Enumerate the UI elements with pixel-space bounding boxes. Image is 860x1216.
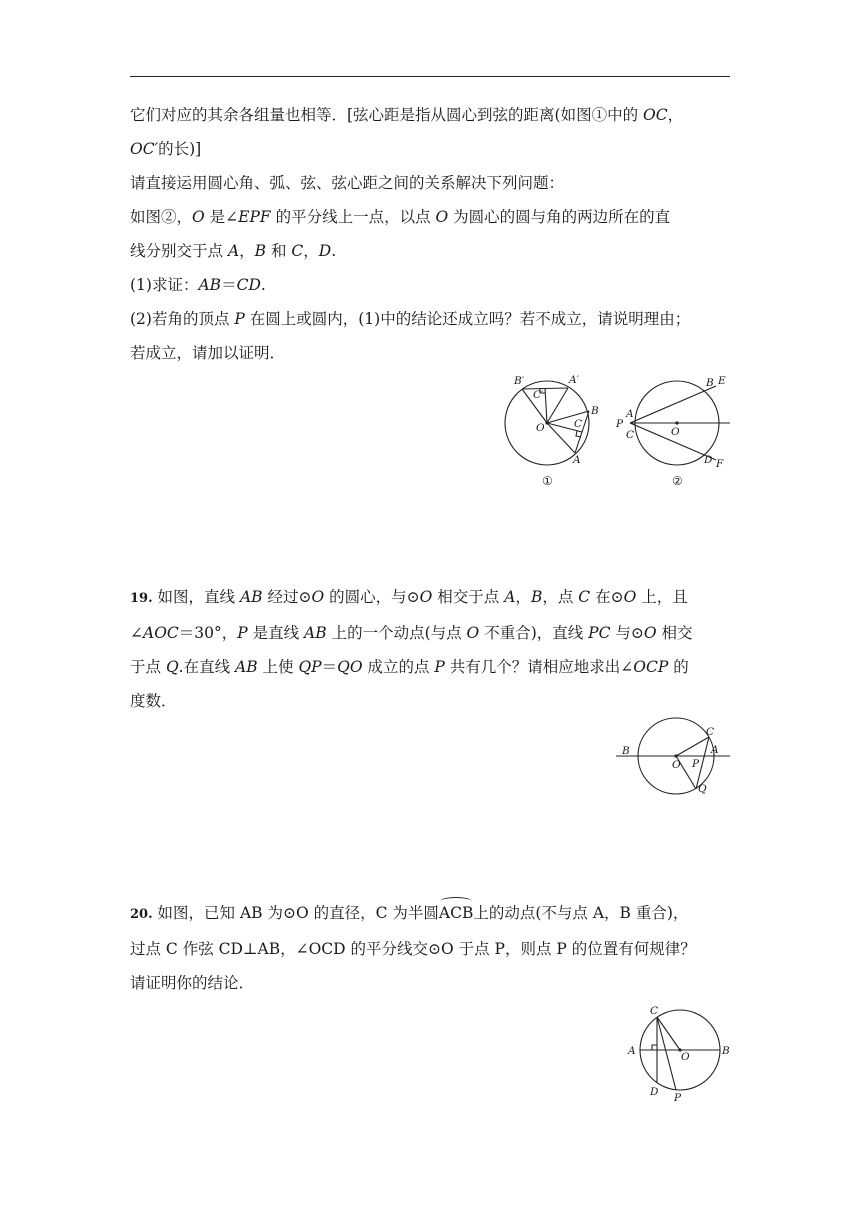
label-C-prime: C′ <box>533 389 544 401</box>
label-P: P <box>674 1092 682 1104</box>
text-line: 如图②，O 是∠EPF 的平分线上一点，以点 O 为圆心的圆与角的两边所在的直 <box>130 208 671 226</box>
label-A: A <box>628 1045 636 1057</box>
label-F: F <box>716 458 724 470</box>
text-line: 过点 C 作弦 CD⊥AB，∠OCD 的平分线交⊙O 于点 P，则点 P 的位置有何规律？ <box>130 940 696 958</box>
label-A: A <box>711 744 719 756</box>
label-C: C <box>650 1005 659 1017</box>
text-line: 20. 如图，已知 AB 为⊙O 的直径，C 为半圆ACB上的动点(不与点 A，B 重合)， <box>130 896 730 932</box>
label-B: B <box>722 1045 730 1057</box>
text-line: 19. 如图，直线 AB 经过⊙O 的圆心，与⊙O 相交于点 A，B，点 C 在⊙O 上，且 <box>130 588 688 606</box>
label-P: P <box>692 758 700 770</box>
question-number: 19. <box>130 591 153 606</box>
figure-1-caption: ① <box>542 474 553 488</box>
text-line: OC′的长)] <box>130 140 202 158</box>
label-D: D <box>650 1086 659 1098</box>
sub-question-1: (1)求证：AB＝CD. <box>130 276 266 294</box>
label-D: D <box>704 454 713 466</box>
label-E: E <box>718 375 726 387</box>
text-line: 它们对应的其余各组量也相等．[弦心距是指从圆心到弦的距离(如图①中的 OC， <box>130 106 684 124</box>
figure-q19 <box>612 712 737 797</box>
label-O: O <box>536 422 545 434</box>
label-A-prime: A′ <box>569 374 579 386</box>
text-line: 请证明你的结论． <box>130 974 255 992</box>
figure-2 <box>612 365 737 490</box>
question-number: 20. <box>130 907 153 922</box>
figure-q20 <box>618 1000 743 1105</box>
problem-20 <box>130 896 730 1000</box>
text-line: 线分别交于点 A，B 和 C，D. <box>130 242 337 260</box>
label-C: C <box>574 418 583 430</box>
label-Q: Q <box>698 783 707 795</box>
text-line: 请直接运用圆心角、弧、弦、弦心距之间的关系解决下列问题： <box>130 174 565 192</box>
label-O: O <box>672 759 681 771</box>
label-P: P <box>616 418 624 430</box>
label-A: A <box>626 408 634 420</box>
text-line: 度数． <box>130 692 177 710</box>
figure-2-caption: ② <box>672 474 683 488</box>
text-line: 若成立，请加以证明． <box>130 344 286 362</box>
label-B: B <box>706 377 714 389</box>
label-B: B <box>622 745 630 757</box>
header-rule <box>130 76 730 77</box>
label-B-prime: B′ <box>514 375 525 387</box>
arc-ACB: ACB <box>439 896 473 930</box>
label-B: B <box>591 405 599 417</box>
label-A: A <box>573 454 581 466</box>
label-O: O <box>681 1051 690 1063</box>
problem-18-continued <box>130 98 730 370</box>
figure-1 <box>495 365 620 490</box>
label-C: C <box>706 726 715 738</box>
sub-question-2: (2)若角的顶点 P 在圆上或圆内，(1)中的结论还成立吗？若不成立，请说明理由； <box>130 310 691 328</box>
text-line: ∠AOC＝30°，P 是直线 AB 上的一个动点(与点 O 不重合)，直线 PC 与⊙O 相交 <box>130 624 693 642</box>
label-C: C <box>626 429 635 441</box>
text-line: 于点 Q.在直线 AB 上使 QP＝QO 成立的点 P 共有几个？请相应地求出∠OCP 的 <box>130 658 689 676</box>
problem-19 <box>130 580 730 718</box>
label-O: O <box>671 426 680 438</box>
